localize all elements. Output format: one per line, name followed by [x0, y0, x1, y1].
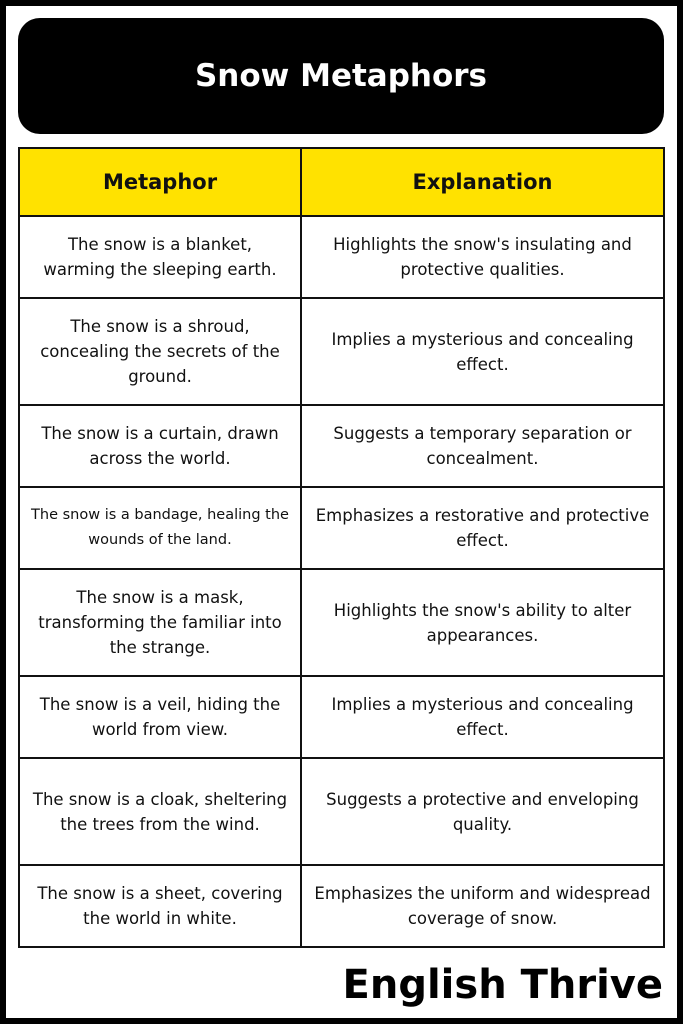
metaphor-table — [18, 147, 665, 948]
metaphor-cell: The snow is a sheet, covering the world in white. — [19, 865, 301, 947]
brand-footer: English Thrive — [342, 962, 663, 1008]
header-metaphor: Metaphor — [19, 148, 301, 216]
metaphor-cell: The snow is a mask, transforming the familiar into the strange. — [19, 569, 301, 676]
explanation-cell: Suggests a temporary separation or concealment. — [301, 405, 664, 487]
explanation-cell: Emphasizes the uniform and widespread coverage of snow. — [301, 865, 664, 947]
explanation-cell: Emphasizes a restorative and protective effect. — [301, 487, 664, 569]
metaphor-cell: The snow is a shroud, concealing the secrets of the ground. — [19, 298, 301, 405]
table-row — [19, 298, 664, 405]
table-row — [19, 216, 664, 298]
metaphor-cell: The snow is a bandage, healing the wounds of the land. — [19, 487, 301, 569]
table-row — [19, 758, 664, 865]
explanation-cell: Highlights the snow's insulating and protective qualities. — [301, 216, 664, 298]
explanation-cell: Implies a mysterious and concealing effect. — [301, 298, 664, 405]
table-row — [19, 865, 664, 947]
table-row — [19, 487, 664, 569]
page-title: Snow Metaphors — [18, 18, 664, 134]
explanation-cell: Implies a mysterious and concealing effect. — [301, 676, 664, 758]
explanation-cell: Highlights the snow's ability to alter appearances. — [301, 569, 664, 676]
header-explanation: Explanation — [301, 148, 664, 216]
metaphor-cell: The snow is a veil, hiding the world from view. — [19, 676, 301, 758]
metaphor-cell: The snow is a cloak, sheltering the trees from the wind. — [19, 758, 301, 865]
table-row — [19, 569, 664, 676]
metaphor-cell: The snow is a blanket, warming the sleeping earth. — [19, 216, 301, 298]
explanation-cell: Suggests a protective and enveloping quality. — [301, 758, 664, 865]
metaphor-cell: The snow is a curtain, drawn across the world. — [19, 405, 301, 487]
table-row — [19, 676, 664, 758]
table-row — [19, 405, 664, 487]
table-header-row — [19, 148, 664, 216]
